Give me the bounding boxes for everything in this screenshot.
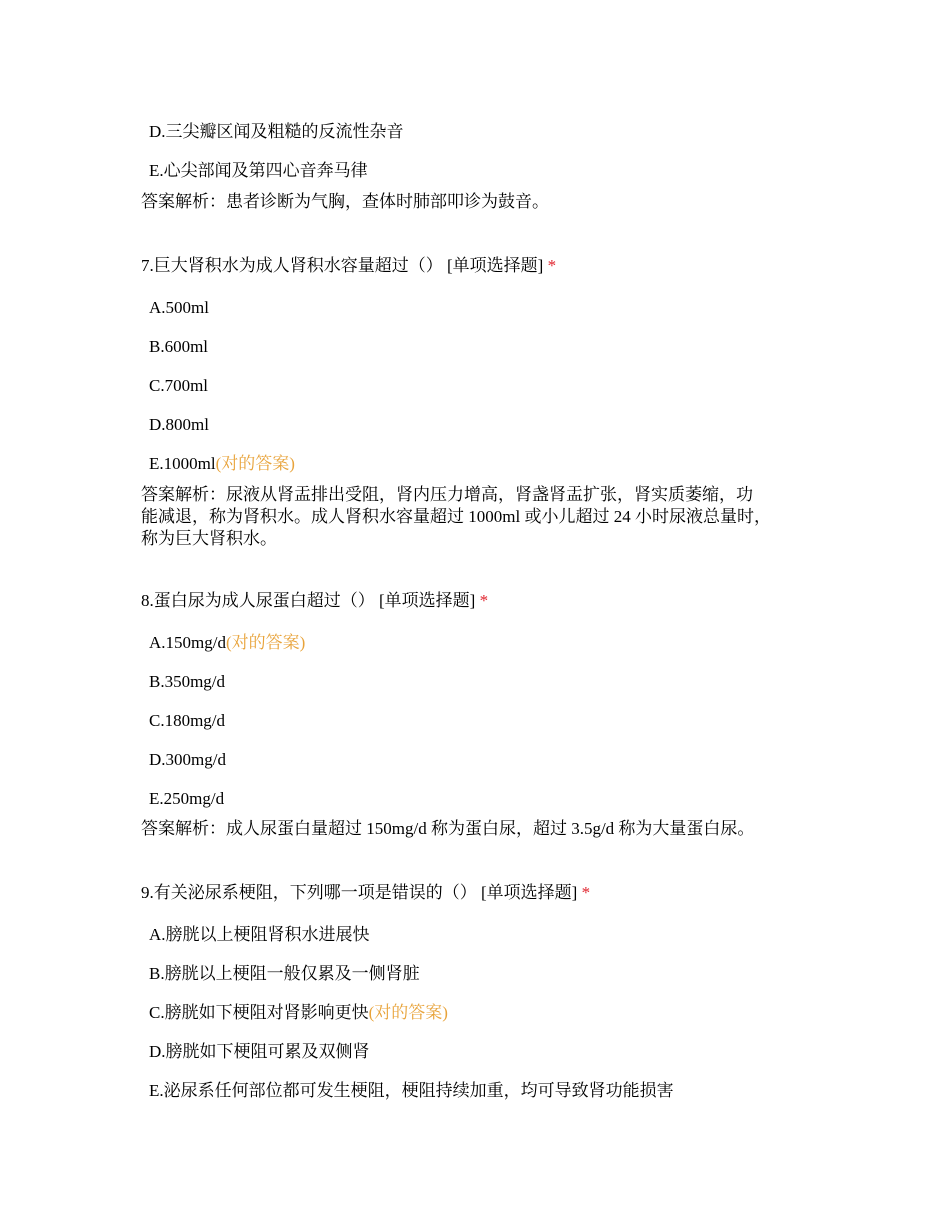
q7-option-a: A.500ml	[149, 298, 209, 317]
q6-option-d: D.三尖瓣区闻及粗糙的反流性杂音	[149, 122, 404, 141]
q8-question: 8.蛋白尿为成人尿蛋白超过（） [单项选择题] *	[141, 591, 489, 610]
q7-analysis-line: 称为巨大肾积水。	[141, 529, 277, 548]
q7-option-e: E.1000ml(对的答案)	[149, 454, 295, 473]
required-mark: *	[547, 256, 557, 275]
q9-option-c: C.膀胱如下梗阻对肾影响更快(对的答案)	[149, 1003, 448, 1022]
correct-answer-tag: (对的答案)	[215, 454, 295, 473]
q6-option-e: E.心尖部闻及第四心音奔马律	[149, 161, 368, 180]
correct-answer-tag: (对的答案)	[225, 633, 306, 652]
q9-option-d: D.膀胱如下梗阻可累及双侧肾	[149, 1042, 370, 1061]
q8-option-a: A.150mg/d(对的答案)	[149, 633, 306, 652]
q8-option-c: C.180mg/d	[149, 711, 226, 730]
q9-question: 9.有关泌尿系梗阻，下列哪一项是错误的（） [单项选择题] *	[141, 883, 591, 902]
q6-analysis: 答案解析：患者诊断为气胸，查体时肺部叩诊为鼓音。	[141, 192, 549, 211]
q9-option-b: B.膀胱以上梗阻一般仅累及一侧肾脏	[149, 964, 420, 983]
required-mark: *	[581, 883, 591, 902]
correct-answer-tag: (对的答案)	[368, 1003, 448, 1022]
q8-option-e: E.250mg/d	[149, 789, 225, 808]
q7-question: 7.巨大肾积水为成人肾积水容量超过（） [单项选择题] *	[141, 256, 557, 275]
q7-option-c: C.700ml	[149, 376, 209, 395]
q8-analysis: 答案解析：成人尿蛋白量超过 150mg/d 称为蛋白尿，超过 3.5g/d 称为大量蛋白尿。	[141, 819, 755, 838]
q7-option-d: D.800ml	[149, 415, 209, 434]
q7-option-b: B.600ml	[149, 337, 209, 356]
q8-option-d: D.300mg/d	[149, 750, 226, 769]
q8-option-b: B.350mg/d	[149, 672, 226, 691]
q7-analysis-line: 答案解析：尿液从肾盂排出受阻，肾内压力增高，肾盏肾盂扩张，肾实质萎缩，功	[141, 485, 753, 504]
q9-option-e: E.泌尿系任何部位都可发生梗阻，梗阻持续加重，均可导致肾功能损害	[149, 1081, 674, 1100]
q7-analysis-line: 能减退，称为肾积水。成人肾积水容量超过 1000ml 或小儿超过 24 小时尿液总量时，	[141, 507, 771, 526]
required-mark: *	[479, 591, 489, 610]
q9-option-a: A.膀胱以上梗阻肾积水进展快	[149, 925, 370, 944]
